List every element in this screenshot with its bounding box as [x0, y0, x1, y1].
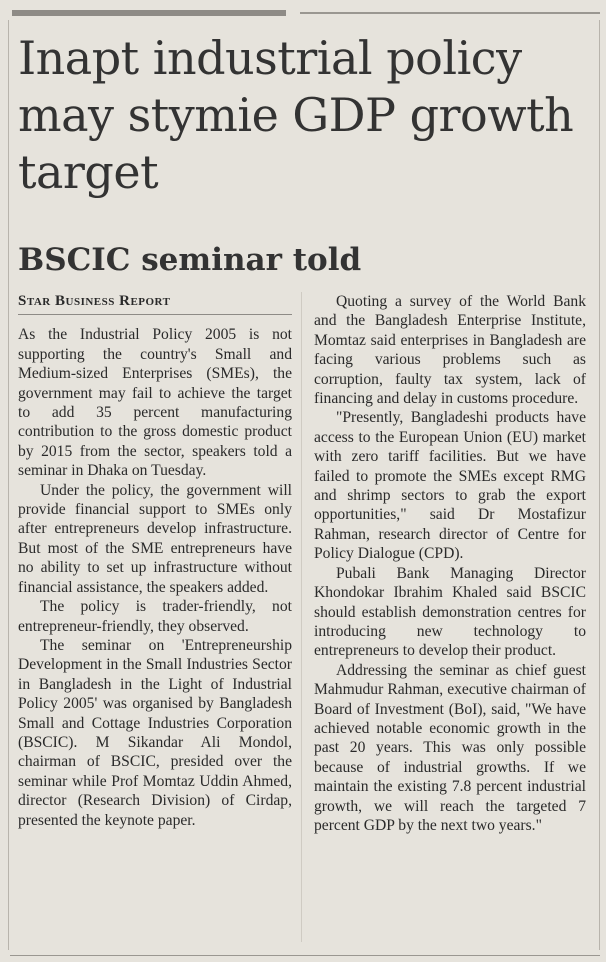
article-column-left [18, 292, 292, 830]
paragraph: The seminar on 'Entrepreneurship Development in the Small Industries Sector in Bangladesh in the Light of Industrial Policy 2005' was organised by Bangladesh Small and Cottage Industries Corporation (BSCIC). M Sikandar Ali Mondol, chairman of BSCIC, presided over the seminar while Prof Momtaz Uddin Ahmed, director (Research Division) of Cirdap, presented the keynote paper. [18, 636, 292, 829]
top-decorative-bar [12, 10, 286, 16]
article-column-right [314, 292, 586, 835]
byline: Star Business Report [18, 292, 292, 315]
subheadline: BSCIC seminar told [18, 242, 362, 278]
bottom-rule [10, 955, 600, 956]
paragraph: The policy is trader-friendly, not entrepreneur-friendly, they observed. [18, 598, 292, 635]
headline: Inapt industrial policy may stymie GDP growth target [18, 31, 574, 199]
paragraph: Addressing the seminar as chief guest Mahmudur Rahman, executive chairman of Board of Investment (BoI), said, "We have achieved notable economic growth in the past 20 years. This was only possible because of industrial growths. If we maintain the existing 7.8 percent industrial growth, we will reach the targeted 7 percent GDP by the next two years." [314, 661, 586, 834]
paragraph: "Presently, Bangladeshi products have access to the European Union (EU) market with zero tariff facilities. But we have failed to promote the SMEs except RMG and shrimp sectors to grab the export opportunities," said Dr Mostafizur Rahman, research director of Centre for Policy Dialogue (CPD). [314, 409, 586, 563]
paragraph: Under the policy, the government will provide financial support to SMEs only after entrepreneurs develop infrastructure. But most of the SME entrepreneurs have no ability to set up infrastructure without financial assistance, the speakers added. [18, 481, 292, 596]
column-separator [301, 292, 302, 942]
top-rule [300, 12, 600, 14]
paragraph: As the Industrial Policy 2005 is not supporting the country's Small and Medium-sized Enterprises (SMEs), the government may fail to achieve the target to add 35 percent manufacturing contribution to the gross domestic product by 2015 from the sector, speakers told a seminar in Dhaka on Tuesday. [18, 326, 292, 480]
left-border [8, 20, 9, 950]
paragraph: Quoting a survey of the World Bank and the Bangladesh Enterprise Institute, Momtaz said enterprises in Bangladesh are facing various problems such as corruption, faulty tax system, lack of financing and delay in customs procedure. [314, 293, 586, 408]
paragraph: Pubali Bank Managing Director Khondokar Ibrahim Khaled said BSCIC should establish demonstration centres for introducing new technology to entrepreneurs to develop their product. [314, 564, 586, 660]
right-border [599, 20, 600, 950]
